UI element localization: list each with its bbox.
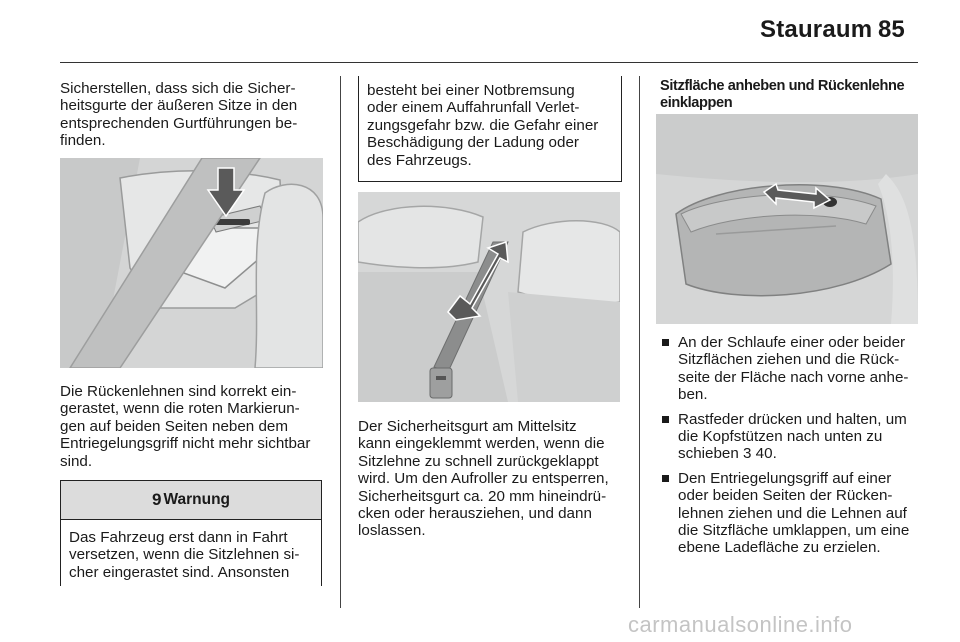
warning-title: Warnung: [163, 491, 231, 508]
column-divider-1: [340, 76, 341, 608]
instruction-list: [662, 334, 924, 564]
warning-box: [60, 480, 322, 586]
fold-seat-heading: Sitzfläche anheben und Rückenlehne einklappen: [660, 78, 905, 111]
center-belt-illustration: [358, 192, 620, 402]
warning-triangle-icon: 9: [151, 490, 162, 509]
list-item: Den Entriegelungsgriff auf einer oder beiden Seiten der Rücken- lehnen ziehen und die Lehnen auf die Sitzfläche umklappen, um eine ebene Ladefläche zu erzielen.: [662, 470, 924, 557]
belt-guide-illustration: [60, 158, 323, 368]
warning-header: [61, 481, 321, 520]
warning-body: Das Fahrzeug erst dann in Fahrt versetzen, wenn die Sitzlehnen si- cher eingerastet sind. Ansonsten: [69, 529, 300, 581]
list-item: Rastfeder drücken und halten, um die Kopfstützen nach unten zu schieben 3 40.: [662, 411, 924, 463]
section-title: Stauraum: [760, 16, 873, 43]
intro-paragraph: Sicherstellen, dass sich die Sicher- heitsgurte der äußeren Sitze in den entsprechenden Gurtführungen be- finden.: [60, 80, 298, 150]
warning-continuation-box: besteht bei einer Notbremsung oder einem Auffahrunfall Verlet- zungsgefahr bzw. die Gefahr einer Beschädigung der Ladung oder des Fahrzeugs.: [358, 76, 622, 182]
center-belt-paragraph: Der Sicherheitsgurt am Mittelsitz kann eingeklemmt werden, wenn die Sitzlehne zu schnell zurückgeklappt wird. Um den Aufroller zu entsperren, Sicherheitsgurt ca. 20 mm hineindrü- cken oder herausziehen, und dann loslassen.: [358, 418, 609, 540]
header-rule: [60, 62, 918, 63]
column-divider-2: [639, 76, 640, 608]
latch-paragraph: Die Rückenlehnen sind korrekt ein- gerastet, wenn die roten Markierun- gen auf beiden Seiten neben dem Entriegelungsgriff nicht mehr sichtbar sind.: [60, 383, 311, 470]
seat-cushion-illustration: [656, 114, 918, 324]
page-number: 85: [878, 16, 905, 43]
watermark: carmanualsonline.info: [628, 612, 853, 637]
list-item: An der Schlaufe einer oder beider Sitzflächen ziehen und die Rück- seite der Fläche nach vorne anhe- ben.: [662, 334, 924, 404]
